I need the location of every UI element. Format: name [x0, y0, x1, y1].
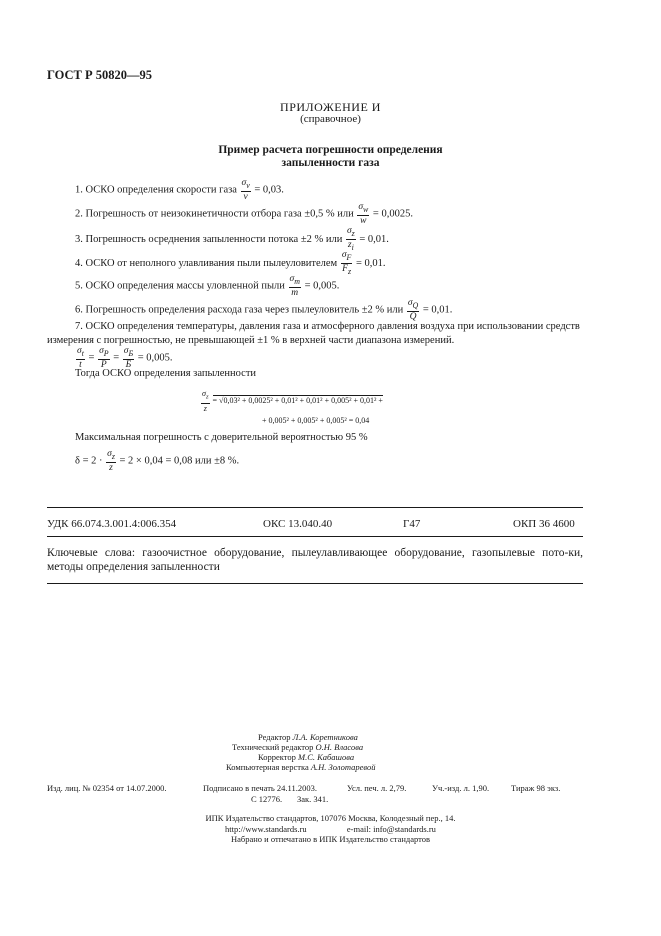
publisher-address: ИПК Издательство стандартов, 107076 Москва, Колодезный пер., 14. — [205, 813, 456, 823]
fraction — [241, 178, 251, 202]
item-text: 2. Погрешность от неизокинетичности отбора газа ±0,5 % или — [75, 208, 354, 220]
credit-name: Л.А. Коретникова — [292, 732, 358, 742]
delta-lead: δ = 2 · — [75, 455, 103, 467]
fraction — [289, 274, 301, 298]
credit-editor — [258, 732, 358, 743]
publisher-email: e-mail: info@standards.ru — [346, 823, 436, 834]
imprint-order2: Зак. 341. — [297, 793, 329, 804]
fraction — [357, 202, 369, 226]
frac-num-sub: F — [346, 252, 352, 262]
delta-formula — [75, 449, 239, 473]
credit-name: А.Н. Золотаревой — [310, 762, 376, 772]
fraction: $\frac{\sigma_Б}{Б}$ — [123, 346, 134, 370]
publisher-contacts — [0, 824, 661, 835]
frac-num: σ — [241, 178, 247, 188]
list-item — [75, 178, 284, 202]
example-title — [0, 144, 661, 170]
imprint-print-run: Тираж 98 экз. — [511, 783, 561, 793]
item-text: 6. Погрешность определения расхода газа через пылеуловитель ±2 % или — [75, 304, 404, 316]
frac-den: F — [342, 263, 348, 274]
credit-role: Компьютерная верстка — [226, 762, 309, 772]
credit-layout — [226, 762, 375, 773]
group-code: Г47 — [403, 518, 421, 530]
keywords: Ключевые слова: газоочистное оборудование, пылеулавливающее оборудование, газопылевые пото-ки, методы определения запыленности — [47, 547, 583, 573]
credit-corrector — [258, 752, 354, 763]
item-value: = 0,01. — [422, 304, 453, 316]
frac-den: Q — [409, 311, 417, 322]
delta-tail: = 2 × 0,04 = 0,08 или ±8 %. — [119, 455, 240, 467]
credit-name: М.С. Кабашова — [298, 752, 355, 762]
credit-role: Корректор — [258, 752, 296, 762]
formula-line2: + 0,005² + 0,005² + 0,005² = 0,04 — [262, 416, 370, 425]
oks-code: ОКС 13.040.40 — [263, 518, 333, 530]
document-code: ГОСТ Р 50820—95 — [47, 68, 153, 82]
item-value: = 0,01. — [359, 233, 389, 245]
frac-num-sub: z — [351, 228, 355, 238]
divider — [47, 536, 583, 537]
item-text: 3. Погрешность осреднения запыленности потока ±2 % или — [75, 233, 343, 245]
item-value: = 0,0025. — [372, 208, 413, 220]
frac-num: σ — [346, 226, 352, 236]
imprint-license: Изд. лиц. № 02354 от 14.07.2000. — [47, 783, 167, 793]
appendix-subtitle: (справочное) — [300, 113, 361, 125]
frac-num: σ — [358, 202, 364, 212]
fraction — [341, 250, 353, 277]
fraction: $\frac{\sigma_z}{z}$ — [202, 389, 209, 413]
formula-line1: = √0,03² + 0,0025² + 0,01² + 0,01² + 0,005² + 0,01² + — [212, 396, 383, 406]
item-value: = 0,01. — [355, 257, 386, 269]
list-item — [75, 226, 389, 253]
frac-num: σ — [407, 298, 413, 308]
list-item — [75, 202, 413, 226]
frac-den: m — [291, 287, 299, 298]
item-text: 1. ОСКО определения скорости газа — [75, 184, 237, 196]
item-value: = 0,005. — [304, 280, 340, 292]
example-title-line2: запыленности газа — [281, 157, 380, 169]
frac-num: σ — [289, 274, 295, 284]
frac-den: w — [360, 215, 367, 226]
frac-num-sub: v — [246, 180, 250, 190]
imprint — [47, 783, 583, 804]
divider — [47, 583, 583, 584]
list-item — [75, 298, 452, 322]
publisher-printed: Набрано и отпечатано в ИПК Издательство стандартов — [230, 834, 431, 844]
divider — [47, 507, 583, 508]
credit-role: Редактор — [258, 732, 291, 742]
total-error-formula — [200, 389, 383, 414]
frac-num-sub: Q — [412, 300, 419, 310]
fraction: $\frac{\sigma_t}{t}$ — [77, 346, 84, 370]
item-text: 4. ОСКО от неполного улавливания пыли пылеуловителем — [75, 257, 338, 269]
imprint-signed: Подписано в печать 24.11.2003. — [203, 783, 317, 793]
publisher-block — [0, 813, 661, 845]
frac-den: v — [243, 191, 248, 202]
credit-name: О.Н. Власова — [315, 742, 364, 752]
fraction — [407, 298, 419, 322]
max-error-text: Максимальная погрешность с доверительной вероятностью 95 % — [75, 432, 368, 443]
frac-den: z — [347, 239, 352, 250]
equals-sign: = — [113, 352, 120, 364]
okp-code: ОКП 36 4600 — [513, 518, 575, 530]
appendix-title: ПРИЛОЖЕНИЕ И — [280, 100, 381, 114]
udk-code: УДК 66.074.3.001.4:006.354 — [47, 518, 177, 530]
list-item — [75, 274, 339, 298]
frac-num: σ — [341, 250, 347, 260]
frac-den-sub: z — [347, 266, 352, 276]
item-value: = 0,005. — [137, 352, 173, 364]
credit-tech-editor — [232, 742, 363, 753]
list-item — [75, 250, 386, 277]
equals-sign: = — [88, 352, 95, 364]
frac-num-sub: m — [294, 276, 300, 286]
imprint-sheets: Усл. печ. л. 2,79. — [347, 783, 407, 793]
example-title-line1: Пример расчета погрешности определения — [218, 144, 443, 156]
then-text: Тогда ОСКО определения запыленности — [75, 368, 257, 379]
fraction: $\frac{\sigma_z}{z}$ — [107, 449, 115, 473]
credit-role: Технический редактор — [232, 742, 314, 752]
imprint-edsheets: Уч.-изд. л. 1,90. — [432, 783, 490, 793]
item-7-formula — [75, 346, 173, 370]
fraction — [346, 226, 356, 253]
frac-den-sub: i — [351, 242, 354, 252]
publisher-site: http://www.standards.ru — [225, 823, 307, 834]
item-value: = 0,03. — [254, 184, 284, 196]
item-text: 5. ОСКО определения массы уловленной пыли — [75, 280, 285, 292]
item-7-paragraph: 7. ОСКО определения температуры, давления газа и атмосферного давления воздуха при использовании средств измерения с погрешностью, не превышающей ±1 % в верхней части диапазона измерений. — [47, 321, 580, 346]
fraction: $\frac{\sigma_P}{P}$ — [99, 346, 109, 370]
frac-num-sub: w — [363, 204, 369, 214]
imprint-order: С 12776. — [251, 793, 283, 804]
